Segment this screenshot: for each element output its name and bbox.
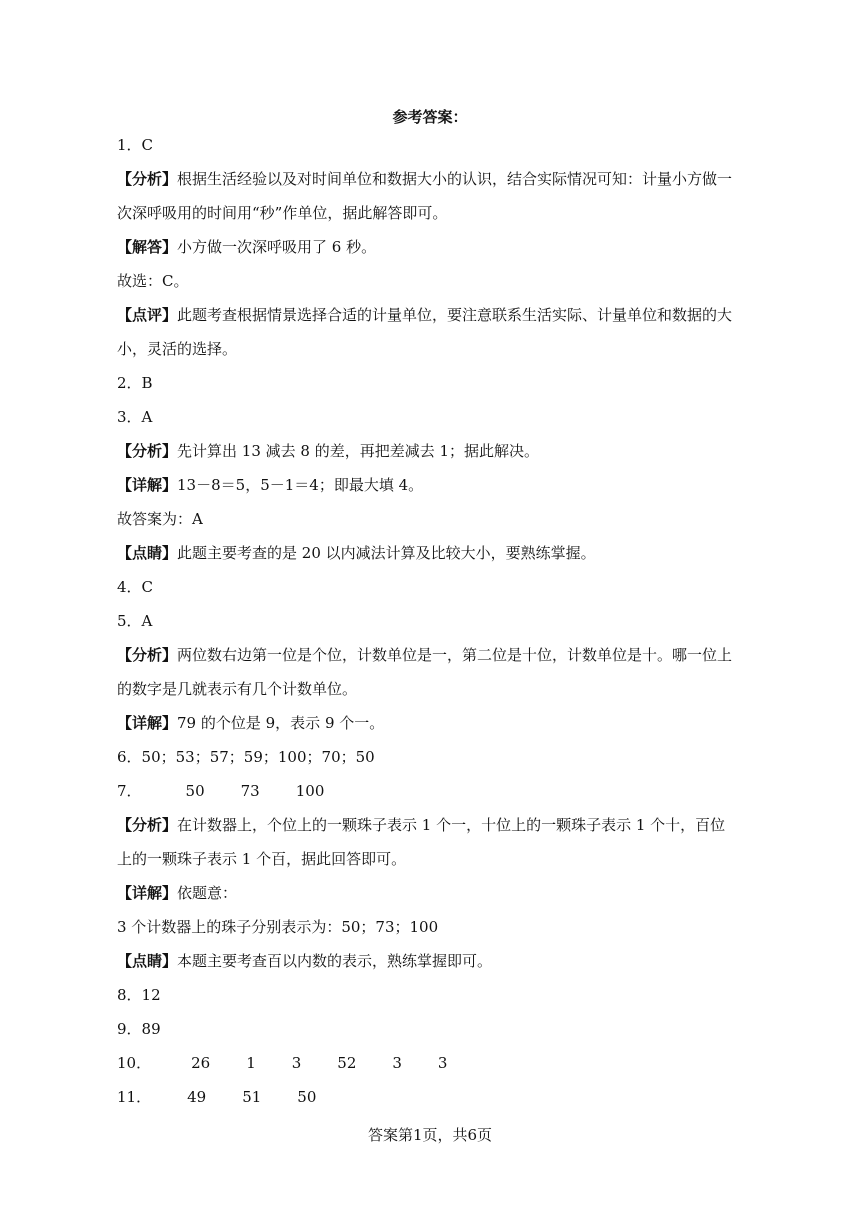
q11-answer bbox=[117, 1080, 737, 1114]
q10-answer bbox=[117, 1046, 737, 1080]
solution-tag: 【解答】 bbox=[117, 238, 178, 256]
q5-detail bbox=[117, 706, 737, 740]
q7-analysis bbox=[117, 808, 737, 876]
q1-solution-text: 小方做一次深呼吸用了 6 秒。 bbox=[177, 238, 377, 256]
q7-analysis-text: 在计数器上，个位上的一颗珠子表示 1 个一，十位上的一颗珠子表示 1 个十，百位上的一颗珠子表示 1 个百，据此回答即可。 bbox=[117, 816, 726, 868]
q10-number: 10． bbox=[117, 1054, 152, 1072]
comment-tag: 【点睛】 bbox=[117, 544, 178, 562]
q11-number: 11． bbox=[117, 1088, 152, 1106]
q7-comment-text: 本题主要考查百以内数的表示，熟练掌握即可。 bbox=[177, 952, 493, 970]
q1-analysis-text: 根据生活经验以及对时间单位和数据大小的认识，结合实际情况可知：计量小方做一次深呼吸用的时间用“秒”作单位，据此解答即可。 bbox=[117, 170, 733, 222]
q6-answer: 6．50；53；57；59；100；70；50 bbox=[117, 748, 375, 766]
q10-value: 1 bbox=[246, 1054, 256, 1072]
detail-tag: 【详解】 bbox=[117, 884, 178, 902]
answer-content bbox=[117, 128, 737, 1114]
q7-detail bbox=[117, 876, 737, 910]
q3-choice: 故答案为：A bbox=[117, 510, 203, 528]
analysis-tag: 【分析】 bbox=[117, 646, 178, 664]
q3-detail-text: 13－8＝5，5－1＝4；即最大填 4。 bbox=[177, 476, 424, 494]
q7-number: 7． bbox=[117, 782, 142, 800]
q5-analysis-text: 两位数右边第一位是个位，计数单位是一，第二位是十位，计数单位是十。哪一位上的数字是几就表示有几个计数单位。 bbox=[117, 646, 733, 698]
q7-value: 100 bbox=[295, 782, 325, 800]
q5-analysis bbox=[117, 638, 737, 706]
q8-answer: 8．12 bbox=[117, 986, 161, 1004]
q1-comment bbox=[117, 298, 737, 366]
q1-analysis bbox=[117, 162, 737, 230]
q10-value: 26 bbox=[191, 1054, 211, 1072]
q1-comment-text: 此题考查根据情景选择合适的计量单位，要注意联系生活实际、计量单位和数据的大小，灵活的选择。 bbox=[117, 306, 733, 358]
q5-detail-text: 79 的个位是 9，表示 9 个一。 bbox=[177, 714, 385, 732]
q10-value: 3 bbox=[437, 1054, 448, 1072]
q7-detail-text: 依题意： bbox=[177, 884, 238, 902]
page-title: 参考答案： bbox=[392, 108, 468, 126]
analysis-tag: 【分析】 bbox=[117, 442, 178, 460]
comment-tag: 【点评】 bbox=[117, 306, 178, 324]
q10-value: 3 bbox=[392, 1054, 402, 1072]
q10-value: 3 bbox=[291, 1054, 302, 1072]
q7-value: 73 bbox=[240, 782, 260, 800]
q11-value: 50 bbox=[297, 1088, 317, 1106]
analysis-tag: 【分析】 bbox=[117, 816, 178, 834]
q11-value: 49 bbox=[187, 1088, 207, 1106]
q5-answer: 5．A bbox=[117, 612, 153, 630]
q3-detail bbox=[117, 468, 737, 502]
q2-answer: 2．B bbox=[117, 374, 153, 392]
q3-analysis bbox=[117, 434, 737, 468]
q7-comment bbox=[117, 944, 737, 978]
q4-answer: 4．C bbox=[117, 578, 154, 596]
detail-tag: 【详解】 bbox=[117, 476, 178, 494]
q3-answer: 3．A bbox=[117, 408, 153, 426]
analysis-tag: 【分析】 bbox=[117, 170, 178, 188]
q1-choice: 故选：C。 bbox=[117, 272, 189, 290]
q7-detail-2: 3 个计数器上的珠子分别表示为：50；73；100 bbox=[117, 918, 439, 936]
q3-comment-text: 此题主要考查的是 20 以内减法计算及比较大小，要熟练掌握。 bbox=[177, 544, 596, 562]
q7-value: 50 bbox=[185, 782, 205, 800]
q1-solution bbox=[117, 230, 737, 264]
comment-tag: 【点睛】 bbox=[117, 952, 178, 970]
q1-answer: 1．C bbox=[117, 136, 154, 154]
q3-analysis-text: 先计算出 13 减去 8 的差，再把差减去 1；据此解决。 bbox=[177, 442, 540, 460]
q11-value: 51 bbox=[242, 1088, 262, 1106]
q10-value: 52 bbox=[337, 1054, 357, 1072]
page-footer: 答案第1页，共6页 bbox=[367, 1126, 493, 1144]
q7-answer bbox=[117, 774, 737, 808]
q9-answer: 9．89 bbox=[117, 1020, 161, 1038]
q3-comment bbox=[117, 536, 737, 570]
detail-tag: 【详解】 bbox=[117, 714, 178, 732]
